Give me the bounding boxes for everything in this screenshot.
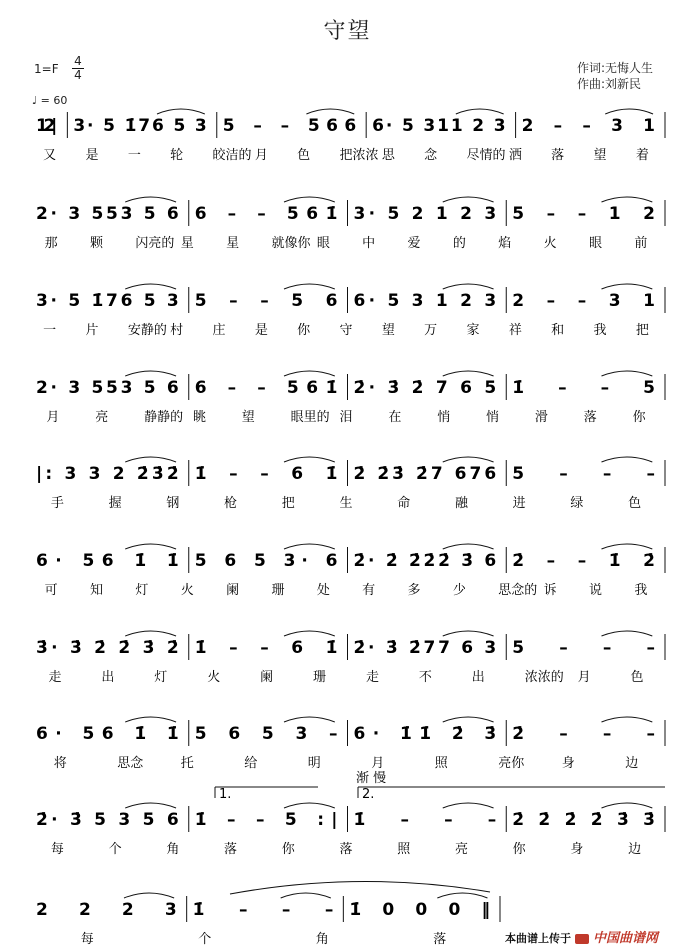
lyric-syllable: 边: [625, 756, 639, 771]
slur-arc: [125, 544, 176, 549]
measure-notes: 1̇ – – 6 1̇: [194, 464, 338, 484]
lyric-syllable: 知: [90, 583, 104, 598]
slur-arc: [125, 197, 176, 202]
lyric-syllable: 浓浓的: [524, 670, 564, 685]
lyric-syllable: 色: [297, 148, 311, 163]
measure-notes: 5 – – 566: [222, 116, 357, 136]
lyric-syllable: 火: [543, 236, 557, 251]
volta-2-label: 2.: [362, 787, 375, 802]
lyric-syllable: 我: [634, 583, 648, 598]
slur-arc: [281, 893, 331, 898]
slur-arc: [157, 109, 205, 114]
lyric-syllable: 滑: [534, 410, 548, 425]
measure-notes: 3· 5 2 1 2 3: [353, 204, 497, 224]
lyric-syllable: 枪: [224, 496, 238, 511]
measure-notes: 5 – – 5 6: [194, 291, 338, 311]
lyric-syllable: 你: [512, 842, 526, 857]
lyric-syllable: 望: [381, 323, 395, 338]
lyric-syllable: 中: [362, 236, 376, 251]
lyric-syllable: 手: [50, 496, 64, 511]
lyric-syllable: 边: [628, 842, 642, 857]
lyric-syllable: 把: [281, 496, 295, 511]
lyric-syllable: 落: [583, 410, 597, 425]
lyric-syllable: 处: [316, 583, 330, 598]
slur-arc: [602, 457, 653, 462]
site-name: 中国曲谱网: [593, 931, 659, 946]
measure-notes: 5 – – –: [512, 638, 655, 658]
lyric-syllable: 出: [471, 670, 485, 685]
measure-notes: 2̇ – – –: [512, 724, 655, 744]
lyric-syllable: 焰: [498, 236, 512, 251]
measure-notes: |: 3 3 2 2̇3̇2̇: [36, 464, 179, 484]
slur-arc: [443, 457, 494, 462]
slur-arc: [125, 284, 176, 289]
lyric-syllable: 角: [315, 932, 329, 947]
lyric-syllable: 在: [388, 410, 402, 425]
lyric-syllable: 望: [593, 148, 607, 163]
lyric-syllable: 阑: [260, 670, 274, 685]
lyric-syllable: 有: [362, 583, 376, 598]
lyric-syllable: 亮你: [498, 756, 525, 771]
measure-notes: 2 – – 3 1: [512, 291, 655, 311]
lyric-syllable: 思念: [117, 756, 144, 771]
lyric-syllable: 把: [635, 323, 649, 338]
lyric-syllable: 月: [577, 670, 591, 685]
lyric-syllable: 灯: [135, 583, 149, 598]
measure-notes: 2̇· 2̇ 2̇2̇2̇ 3̇ 6: [353, 551, 497, 571]
key-signature: 1=F: [34, 62, 59, 76]
lyric-syllable: 身: [561, 756, 575, 771]
lyric-syllable: 色: [628, 496, 642, 511]
lyric-syllable: 多: [407, 583, 421, 598]
measure-notes: 2· 3 553 5 6: [36, 378, 179, 398]
measure-notes: 1̇ – – –: [353, 810, 497, 830]
slur-arc: [284, 197, 335, 202]
lyric-syllable: 念: [424, 148, 438, 163]
slur-arc: [443, 371, 494, 376]
lyric-syllable: 望: [241, 410, 255, 425]
lyric-syllable: 亮: [95, 410, 109, 425]
slur-arc: [125, 631, 176, 636]
slur-arc: [602, 371, 653, 376]
lyric-syllable: 不: [418, 670, 432, 685]
lyric-syllable: 珊: [313, 670, 327, 685]
slur-arc: [605, 109, 653, 114]
lyric-syllable: 眺: [192, 410, 206, 425]
slur-arc: [443, 284, 494, 289]
tempo-change-mark: 渐 慢: [356, 771, 387, 786]
measure-notes: 6 – – 561̇: [194, 378, 338, 398]
lyric-syllable: 你: [632, 410, 646, 425]
lyric-syllable: 钢: [166, 496, 180, 511]
slur-arc: [284, 803, 335, 808]
measure-notes: 6· 56 1̇ 1̇: [36, 551, 179, 571]
measure-notes: 6 – – 561̇: [194, 204, 338, 224]
measure-notes: 2· 3 553 5 6: [36, 204, 179, 224]
lyric-syllable: 你: [281, 842, 295, 857]
lyric-syllable: 角: [166, 842, 180, 857]
measure-notes: 2̇ 2̇3̇ 2̇7 676: [353, 464, 497, 484]
measure-notes: 6· 5 3 1 2 3: [353, 291, 497, 311]
lyric-syllable: 爱: [407, 236, 421, 251]
measure-notes: 6· 5 311 2 3: [372, 116, 506, 136]
slur-arc: [602, 717, 653, 722]
slur-arc: [306, 109, 354, 114]
slur-arc: [437, 893, 487, 898]
measure-notes: 2̇ – – 1̇ 2̇: [512, 551, 655, 571]
lyric-syllable: 又: [43, 148, 57, 163]
upload-footer: [505, 927, 658, 946]
lyric-syllable: 是: [254, 323, 268, 338]
lyric-syllable: 悄: [486, 410, 500, 425]
site-logo-icon: [575, 934, 589, 944]
slur-arc: [125, 803, 176, 808]
song-title: 守望: [323, 19, 372, 44]
measure-notes: 1̇ – – 5: [512, 378, 655, 398]
lyric-syllable: 轮: [170, 148, 184, 163]
lyric-syllable: 片: [85, 323, 99, 338]
measure-notes: 1̇ 0 0 0 ‖: [349, 900, 491, 920]
lyric-syllable: 说: [588, 583, 602, 598]
lyric-syllable: 身: [570, 842, 584, 857]
measure-notes: 5 – – 1 2: [512, 204, 655, 224]
lyric-syllable: 颗: [90, 236, 104, 251]
lyricist: 作词:无悔人生: [577, 61, 654, 75]
lyric-syllable: 进: [512, 496, 526, 511]
lyric-syllable: 生: [339, 496, 353, 511]
lyric-syllable: 出: [101, 670, 115, 685]
lyric-syllable: 将: [53, 756, 67, 771]
lyric-syllable: 祥: [508, 323, 522, 338]
lyric-syllable: 灯: [154, 670, 168, 685]
time-signature-top: 4: [74, 54, 82, 68]
lyric-syllable: 眼: [316, 236, 330, 251]
measure-notes: 2̇· 3̇ 5 3 5 6: [36, 810, 179, 830]
measure-notes: 2̇ 2̇ 2̇ 2̇ 3̇ 3̇: [512, 810, 655, 830]
tempo-marking: ♩ = 60: [32, 94, 68, 107]
measure-notes: 1̇ – – 6 1̇: [194, 638, 338, 658]
lyric-syllable: 一: [127, 148, 141, 163]
lyric-syllable: 色: [630, 670, 644, 685]
slur-arc: [284, 631, 335, 636]
measure-notes: 2̇· 3̇ 2̇77 6 3: [353, 638, 497, 658]
measure-notes: 1 2 |: [36, 116, 58, 136]
lyric-syllable: 火: [180, 583, 194, 598]
lyric-syllable: 月: [254, 148, 268, 163]
lyric-syllable: 庄: [212, 323, 226, 338]
slur-arc: [602, 544, 653, 549]
measure-notes: 1̇ – – –: [192, 900, 334, 920]
slur-arc: [443, 631, 494, 636]
lyric-syllable: 星: [180, 236, 194, 251]
lyric-syllable: 尽情的: [466, 148, 506, 163]
lyric-syllable: 泪: [339, 410, 353, 425]
lyric-syllable: 眼: [588, 236, 602, 251]
lyric-syllable: 每: [80, 932, 94, 947]
measure-notes: 6· 1̇1̇ 2̇ 3̇: [353, 724, 497, 744]
lyric-syllable: 走: [365, 670, 379, 685]
lyric-syllable: 我: [593, 323, 607, 338]
lyric-syllable: 家: [466, 323, 480, 338]
slur-arc: [602, 803, 653, 808]
lyric-syllable: 阑: [226, 583, 240, 598]
lyric-syllable: 村: [170, 323, 184, 338]
lyric-syllable: 守: [339, 323, 353, 338]
lyric-syllable: 每: [50, 842, 64, 857]
volta-1-label: 1.: [219, 787, 232, 802]
lyric-syllable: 托: [180, 756, 194, 771]
lyric-syllable: 落: [551, 148, 565, 163]
lyric-syllable: 月: [371, 756, 385, 771]
lyric-syllable: 火: [207, 670, 221, 685]
slur-arc: [284, 284, 335, 289]
composer: 作曲:刘新民: [577, 77, 642, 91]
lyric-syllable: 洒: [508, 148, 522, 163]
slur-arc: [602, 284, 653, 289]
lyric-syllable: 命: [397, 496, 411, 511]
slur-arc: [125, 717, 176, 722]
lyric-syllable: 可: [44, 583, 58, 598]
lyric-syllable: 走: [48, 670, 62, 685]
measure-notes: 2̇· 3̇ 2̇ 7 6 5: [353, 378, 497, 398]
lyric-syllable: 就像你: [271, 236, 311, 251]
slur-arc: [602, 631, 653, 636]
lyric-syllable: 绿: [570, 496, 584, 511]
measure-notes: 5 6 5 3· 6: [194, 551, 338, 571]
lyric-syllable: 的: [452, 236, 466, 251]
lyric-syllable: 思念的: [498, 583, 538, 598]
lyric-syllable: 少: [452, 583, 466, 598]
slur-arc: [124, 893, 174, 898]
lyric-syllable: 把浓浓: [339, 148, 379, 163]
measure-notes: 3̇· 3̇ 2̇ 2̇ 3̇ 2̇: [36, 638, 179, 658]
slur-arc: [284, 457, 335, 462]
lyric-syllable: 万: [424, 323, 438, 338]
lyric-syllable: 闪亮的: [135, 236, 175, 251]
lyric-syllable: 一: [43, 323, 57, 338]
measure-notes: 1̇ – – 5 :|: [194, 810, 338, 830]
slur-arc: [443, 717, 494, 722]
lyric-syllable: 落: [433, 932, 447, 947]
lyric-syllable: 眼里的: [290, 410, 330, 425]
slur-arc: [602, 197, 653, 202]
lyric-syllable: 你: [297, 323, 311, 338]
lyric-syllable: 安静的: [127, 323, 167, 338]
slur-arc: [125, 371, 176, 376]
measure-notes: 2 2 2 3: [36, 900, 177, 920]
slur-arc: [443, 803, 494, 808]
lyric-syllable: 给: [244, 756, 258, 771]
lyric-syllable: 和: [551, 323, 565, 338]
lyric-syllable: 照: [434, 756, 448, 771]
slur-arc: [284, 544, 335, 549]
measure-notes: 2 – – 3 1: [521, 116, 655, 136]
final-slur-arc: [230, 881, 490, 894]
measure-notes: 5 – – –: [512, 464, 655, 484]
lyric-syllable: 诉: [543, 583, 557, 598]
lyric-syllable: 思: [381, 148, 395, 163]
lyric-syllable: 融: [454, 496, 468, 511]
lyric-syllable: 落: [224, 842, 238, 857]
lyric-syllable: 个: [108, 842, 122, 857]
lyric-syllable: 明: [307, 756, 321, 771]
lyric-syllable: 着: [635, 148, 649, 163]
time-signature-bottom: 4: [72, 68, 84, 82]
upload-note: 本曲谱上传于: [505, 932, 571, 945]
measure-notes: 3· 5 1̇76 5 3: [73, 116, 207, 136]
lyric-syllable: 握: [108, 496, 122, 511]
slur-arc: [284, 371, 335, 376]
lyric-syllable: 月: [46, 410, 60, 425]
lyric-syllable: 那: [44, 236, 58, 251]
lyric-syllable: 亮: [454, 842, 468, 857]
slur-arc: [443, 197, 494, 202]
lyric-syllable: 个: [198, 932, 212, 947]
lyric-syllable: 是: [85, 148, 99, 163]
lyric-syllable: 前: [634, 236, 648, 251]
slur-arc: [443, 544, 494, 549]
lyric-syllable: 静静的: [144, 410, 184, 425]
slur-arc: [456, 109, 504, 114]
measure-notes: 5 6 5 3 –: [194, 724, 338, 744]
lyric-syllable: 珊: [271, 583, 285, 598]
slur-arc: [284, 717, 335, 722]
measure-notes: 6· 56 1̇ 1̇: [36, 724, 179, 744]
lyric-syllable: 照: [397, 842, 411, 857]
lyric-syllable: 皎洁的: [212, 148, 252, 163]
lyric-syllable: 星: [226, 236, 240, 251]
slur-arc: [125, 457, 176, 462]
lyric-syllable: 悄: [437, 410, 451, 425]
measure-notes: 3· 5 1̇76 5 3: [36, 291, 179, 311]
lyric-syllable: 落: [339, 842, 353, 857]
